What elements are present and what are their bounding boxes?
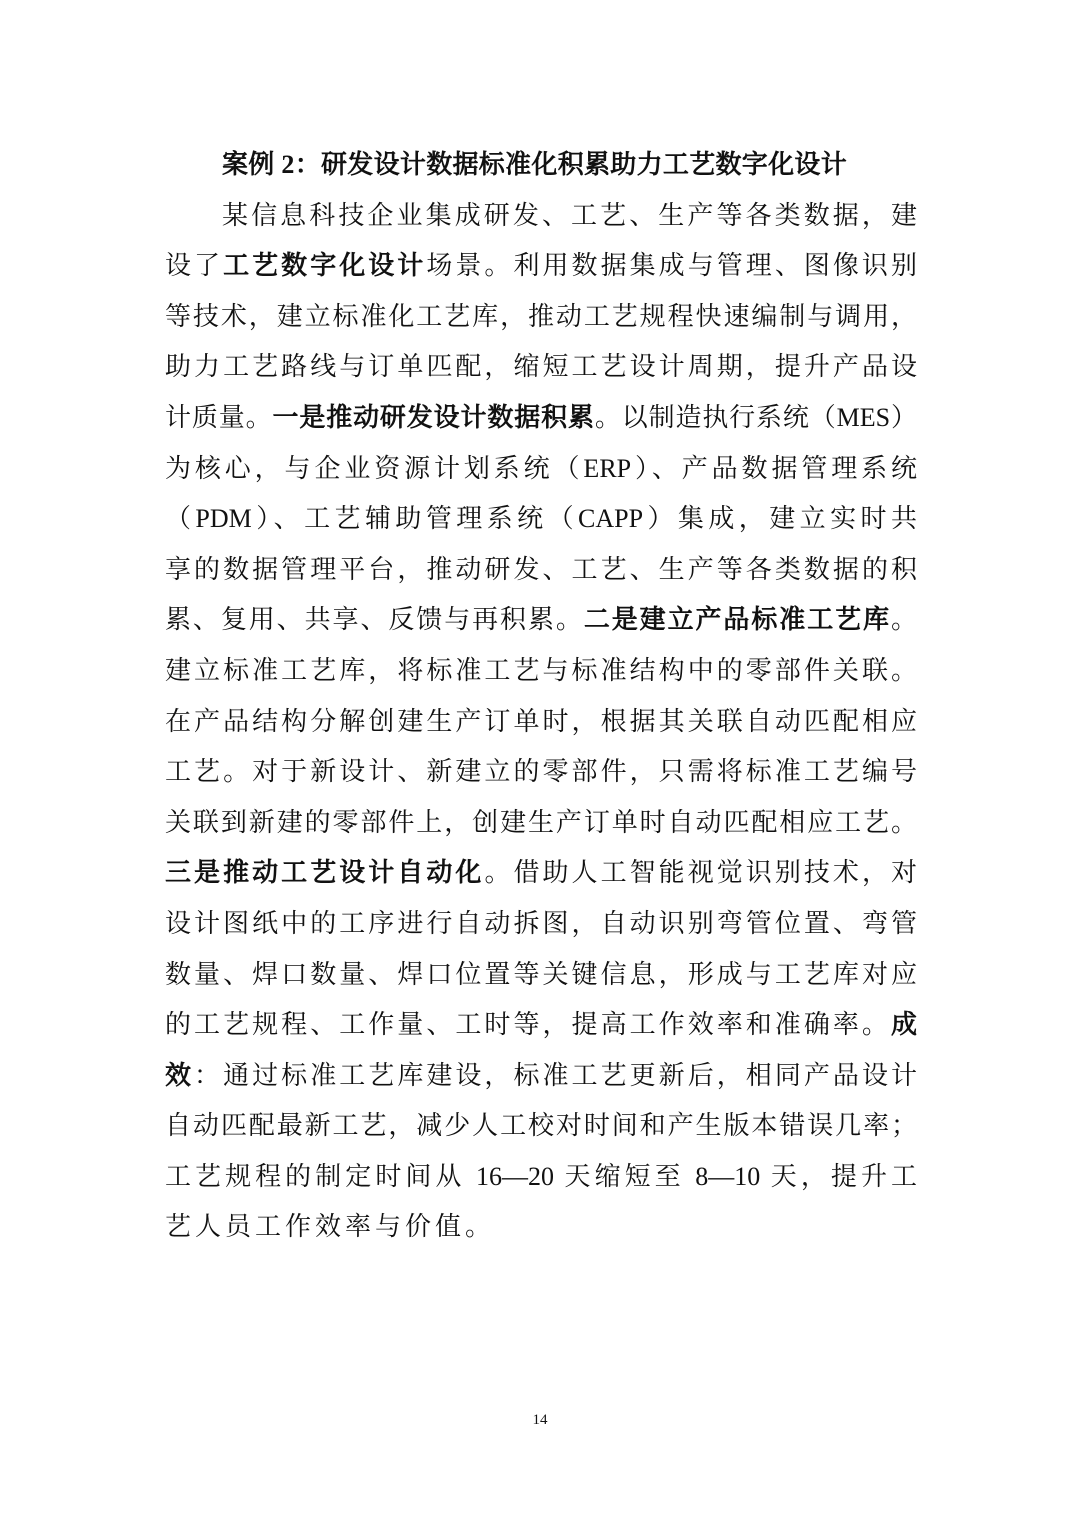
paragraph-line — [165, 1000, 917, 1051]
paragraph-line — [165, 595, 917, 646]
body-text: 工艺规程的制定时间从 16—20 天缩短至 8—10 天，提升工 — [165, 1161, 917, 1191]
document-body — [165, 140, 917, 1253]
paragraph-line — [165, 342, 917, 393]
body-text: 的工艺规程、工作量、工时等，提高工作效率和准确率。 — [165, 1010, 891, 1040]
body-text: 为核心，与企业资源计划系统（ERP）、产品数据管理系统 — [165, 453, 917, 483]
body-text: 在产品结构分解创建生产订单时，根据其关联自动匹配相应 — [165, 706, 917, 736]
body-text: 助力工艺路线与订单匹配，缩短工艺设计周期，提升产品设 — [165, 352, 917, 382]
body-text: 工艺。对于新设计、新建立的零部件，只需将标准工艺编号 — [165, 757, 917, 787]
paragraph-line — [165, 747, 917, 798]
paragraph-line — [165, 1152, 917, 1203]
page-number: 14 — [532, 1412, 548, 1428]
bold-text: 二是建立产品标准工艺库 — [583, 605, 891, 635]
body-text: 场景。利用数据集成与管理、图像识别 — [426, 251, 917, 281]
body-text: 计质量。 — [165, 402, 273, 432]
body-text: ：通过标准工艺库建设，标准工艺更新后，相同产品设计 — [194, 1060, 917, 1090]
bold-text: 工艺数字化设计 — [223, 251, 427, 281]
case-title: 案例 2：研发设计数据标准化积累助力工艺数字化设计 — [222, 150, 848, 179]
body-text: 等技术，建立标准化工艺库，推动工艺规程快速编制与调用， — [165, 301, 917, 331]
body-text: 设计图纸中的工序进行自动拆图，自动识别弯管位置、弯管 — [165, 908, 917, 938]
paragraph-line — [165, 494, 917, 545]
paragraph-line — [165, 545, 917, 596]
paragraph-line — [165, 1202, 917, 1253]
bold-text: 效 — [165, 1060, 195, 1090]
body-text: 艺人员工作效率与价值。 — [165, 1212, 496, 1242]
paragraph-line — [165, 798, 917, 849]
body-text: 。 — [890, 605, 917, 635]
paragraph-line — [165, 393, 917, 444]
paragraph-line — [165, 697, 917, 748]
paragraph-line — [165, 848, 917, 899]
paragraph-line — [165, 899, 917, 950]
body-text: 数量、焊口数量、焊口位置等关键信息，形成与工艺库对应 — [165, 959, 917, 989]
body-text: 关联到新建的零部件上，创建生产订单时自动匹配相应工艺。 — [165, 807, 917, 837]
paragraph-line — [165, 646, 917, 697]
paragraph-line — [165, 1051, 917, 1102]
body-text: 。借助人工智能视觉识别技术，对 — [484, 858, 917, 888]
paragraph-line — [165, 1101, 917, 1152]
body-text: 建立标准工艺库，将标准工艺与标准结构中的零部件关联。 — [165, 655, 917, 685]
paragraph-line — [165, 191, 917, 242]
body-text: （PDM）、工艺辅助管理系统（CAPP）集成，建立实时共 — [165, 504, 917, 534]
bold-text: 成 — [890, 1010, 917, 1040]
body-text: 累、复用、共享、反馈与再积累。 — [165, 605, 584, 635]
body-text: 自动匹配最新工艺，减少人工校对时间和产生版本错误几率； — [165, 1111, 917, 1141]
bold-text: 三是推动工艺设计自动化 — [165, 858, 485, 888]
paragraph-line — [165, 444, 917, 495]
body-text: 享的数据管理平台，推动研发、工艺、生产等各类数据的积 — [165, 554, 917, 584]
paragraph-line — [165, 292, 917, 343]
bold-text: 一是推动研发设计数据积累 — [272, 402, 595, 432]
body-text: 设了 — [165, 251, 224, 281]
paragraph-line — [165, 241, 917, 292]
paragraph-line — [165, 950, 917, 1001]
body-text: 。以制造执行系统（MES） — [594, 402, 917, 432]
body-text: 某信息科技企业集成研发、工艺、生产等各类数据，建 — [222, 200, 917, 230]
